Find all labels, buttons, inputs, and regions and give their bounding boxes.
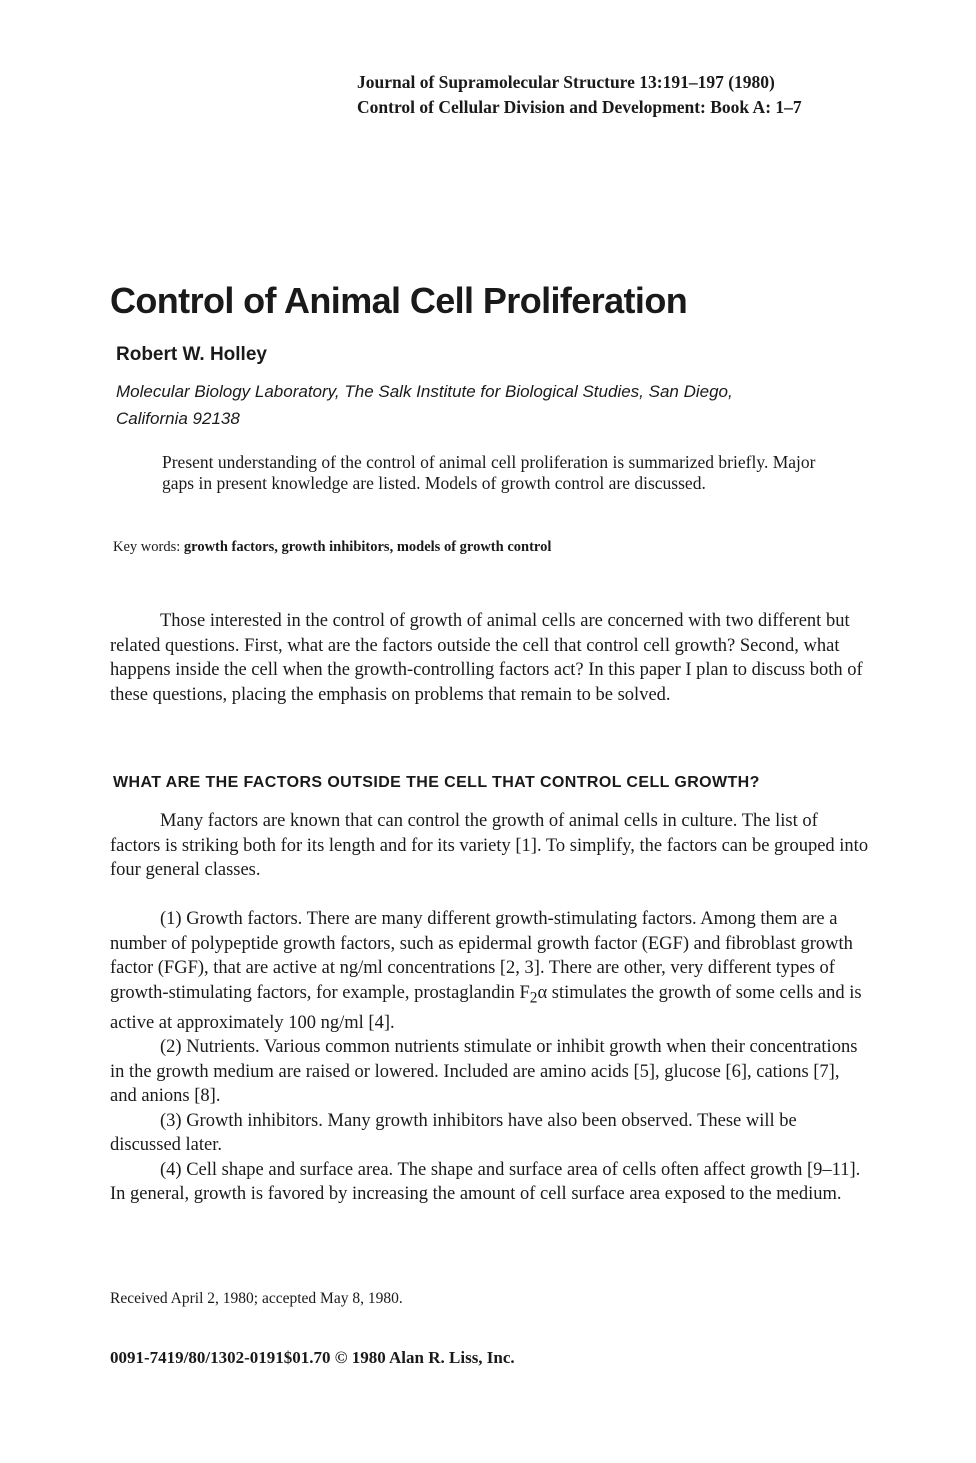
paper-title: Control of Animal Cell Proliferation <box>110 280 688 321</box>
keywords-label: Key words: <box>113 539 181 555</box>
keywords-text: growth factors, growth inhibitors, models of growth control <box>183 539 552 555</box>
factor-text-continued: α stimulates the growth of some cells and is active at approximately 100 ng/ml [4]. <box>110 982 862 1033</box>
factor-growth-factors <box>110 907 870 1035</box>
section-paragraph: Many factors are known that can control the growth of animal cells in culture. The list of factors is striking both for its length and for its variety [1]. To simplify, the factors can be grouped into four general classes. <box>110 811 869 880</box>
intro-section <box>110 609 870 707</box>
factor-list <box>110 907 870 1207</box>
journal-citation: Journal of Supramolecular Structure 13:191–197 (1980) <box>357 72 775 92</box>
received-date: Received April 2, 1980; accepted May 8, 1980. <box>110 1290 403 1307</box>
section-heading: WHAT ARE THE FACTORS OUTSIDE THE CELL THAT CONTROL CELL GROWTH? <box>113 774 760 791</box>
section-intro <box>110 809 870 883</box>
factor-text: (1) Growth factors. There are many different growth-stimulating factors. Among them are a number of polypeptide growth factors, such as epidermal growth factor (EGF) and fibroblast growth factor (FGF), that are active at ng/ml concentrations [2, 3]. There are other, very different types of growth-stimulating factors, for example, prostaglandin F <box>110 909 853 1003</box>
factor-subscript: 2 <box>529 989 538 1007</box>
factor-nutrients: (2) Nutrients. Various common nutrients stimulate or inhibit growth when their concentrations in the growth medium are raised or lowered. Included are amino acids [5], glucose [6], cations [7], and anions [8]. <box>110 1037 858 1107</box>
journal-header <box>357 70 917 120</box>
abstract: Present understanding of the control of animal cell proliferation is summarized briefly. Major gaps in present knowledge are listed. Models of growth control are discussed. <box>162 452 816 493</box>
copyright-line: 0091-7419/80/1302-0191$01.70 © 1980 Alan R. Liss, Inc. <box>110 1348 515 1367</box>
author-name: Robert W. Holley <box>116 344 267 365</box>
affiliation-line-1: Molecular Biology Laboratory, The Salk Institute for Biological Studies, San Diego, <box>116 382 733 401</box>
intro-paragraph: Those interested in the control of growth of animal cells are concerned with two different but related questions. First, what are the factors outside the cell that control cell growth? Second, what happens inside the cell when the growth-controlling factors act? In this paper I plan to discuss both of these questions, placing the emphasis on problems that remain to be solved. <box>110 611 863 705</box>
keywords <box>113 539 551 556</box>
factor-growth-inhibitors: (3) Growth inhibitors. Many growth inhibitors have also been observed. These will be discussed later. <box>110 1110 797 1156</box>
book-citation: Control of Cellular Division and Development: Book A: 1–7 <box>357 97 802 117</box>
affiliation-line-2: California 92138 <box>116 409 240 428</box>
author-affiliation <box>116 378 856 432</box>
factor-cell-shape: (4) Cell shape and surface area. The shape and surface area of cells often affect growth [9–11]. In general, growth is favored by increasing the amount of cell surface area exposed to the medium. <box>110 1159 861 1205</box>
